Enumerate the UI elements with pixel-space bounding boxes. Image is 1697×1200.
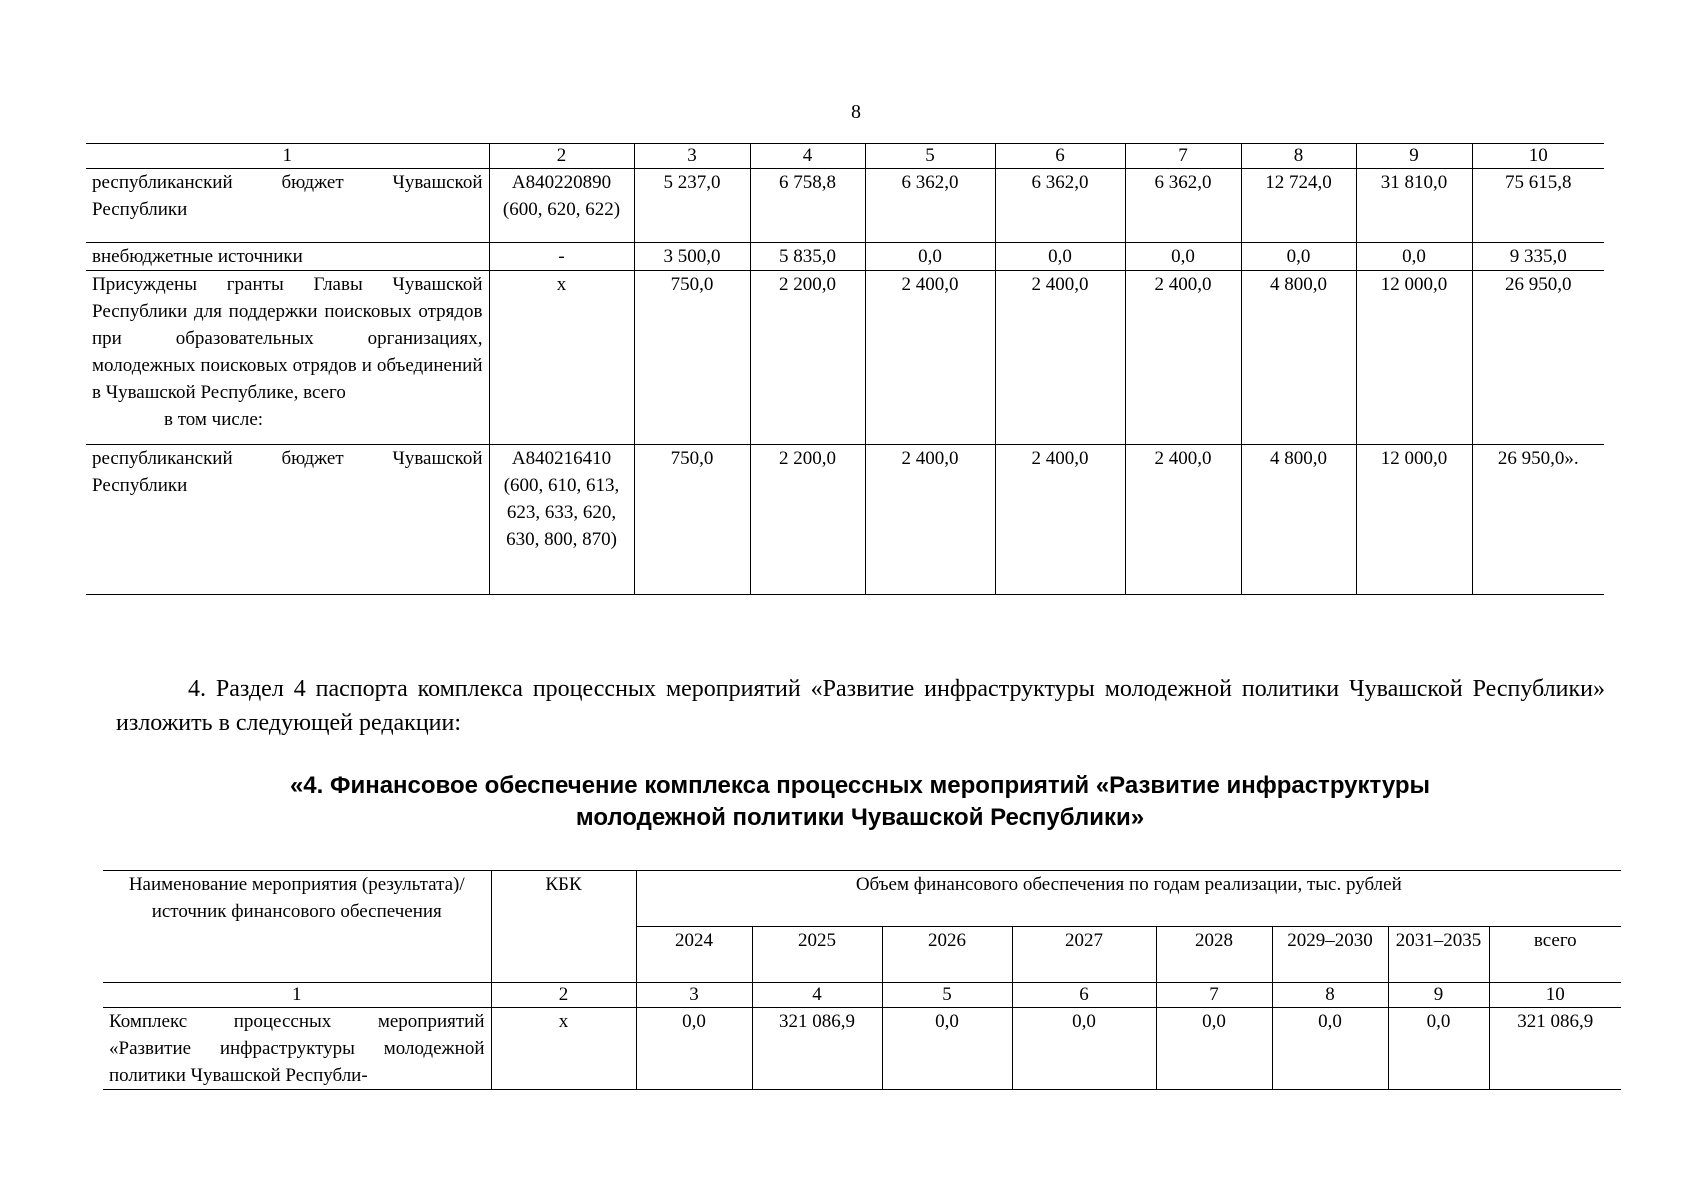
section-heading (100, 770, 1620, 834)
row-name-text: республиканский бюджет Чувашской Республики (92, 172, 483, 220)
column-number: 6 (995, 144, 1125, 169)
row-value: 0,0 (1012, 1008, 1156, 1090)
row-kbk: А840216410 (600, 610, 613, 623, 633, 620, 630, 800, 870) (489, 445, 634, 595)
row-value: 0,0 (1272, 1008, 1388, 1090)
table-row (86, 169, 1604, 243)
section-heading-line-2: молодежной политики Чувашской Республики» (575, 804, 1145, 831)
column-number: 4 (752, 983, 882, 1008)
header-year: 2026 (882, 927, 1012, 983)
row-value: 0,0 (1125, 243, 1241, 271)
column-number: 1 (86, 144, 489, 169)
row-name-subtitle: в том числе: (164, 409, 264, 430)
financial-support-table (103, 870, 1621, 1090)
row-value: 3 500,0 (634, 243, 750, 271)
column-number: 4 (750, 144, 865, 169)
header-volume: Объем финансового обеспечения по годам реализации, тыс. рублей (636, 871, 1621, 927)
row-value: 12 724,0 (1241, 169, 1356, 243)
row-value: 26 950,0 (1472, 271, 1604, 445)
header-year: 2031–2035 (1388, 927, 1489, 983)
column-number: 3 (636, 983, 752, 1008)
column-numbers-row (86, 144, 1604, 169)
row-name (86, 271, 489, 445)
row-name: Комплекс процессных мероприятий «Развитие инфраструктуры молодежной политики Чувашской Республи- (103, 1008, 491, 1090)
row-value: 12 000,0 (1356, 445, 1472, 595)
row-value: 2 400,0 (865, 271, 995, 445)
amendment-paragraph: 4. Раздел 4 паспорта комплекса процессных мероприятий «Развитие инфраструктуры молодежной политики Чувашской Республики» изложить в следующей редакции: (116, 676, 1605, 736)
row-name (86, 169, 489, 243)
section-heading-line-1: «4. Финансовое обеспечение комплекса процессных мероприятий «Развитие инфраструктуры (289, 772, 1431, 799)
column-number: 10 (1472, 144, 1604, 169)
column-number: 3 (634, 144, 750, 169)
column-number: 5 (882, 983, 1012, 1008)
row-value: 12 000,0 (1356, 271, 1472, 445)
table-row (103, 1008, 1621, 1090)
row-value: 750,0 (634, 271, 750, 445)
header-year: 2027 (1012, 927, 1156, 983)
column-number: 5 (865, 144, 995, 169)
table-row (86, 243, 1604, 271)
column-number: 1 (103, 983, 491, 1008)
row-value: 26 950,0». (1472, 445, 1604, 595)
table-row (86, 445, 1604, 595)
row-value: 6 362,0 (995, 169, 1125, 243)
row-name-text: республиканский бюджет Чувашской Республики (92, 448, 483, 496)
page-number: 8 (851, 101, 861, 123)
funding-table-continued (86, 143, 1604, 595)
header-year: всего (1489, 927, 1621, 983)
row-value: 2 400,0 (1125, 271, 1241, 445)
header-year: 2028 (1156, 927, 1272, 983)
row-value: 0,0 (882, 1008, 1012, 1090)
row-value: 5 237,0 (634, 169, 750, 243)
row-value: 321 086,9 (752, 1008, 882, 1090)
row-value: 31 810,0 (1356, 169, 1472, 243)
row-value: 2 400,0 (1125, 445, 1241, 595)
column-number: 9 (1388, 983, 1489, 1008)
row-value: 9 335,0 (1472, 243, 1604, 271)
row-value: 0,0 (1241, 243, 1356, 271)
column-number: 7 (1156, 983, 1272, 1008)
row-kbk: А840220890 (600, 620, 622) (489, 169, 634, 243)
column-number: 9 (1356, 144, 1472, 169)
row-value: 6 362,0 (865, 169, 995, 243)
row-name (86, 243, 489, 271)
column-number: 2 (489, 144, 634, 169)
row-value: 0,0 (995, 243, 1125, 271)
row-value: 0,0 (865, 243, 995, 271)
column-number: 10 (1489, 983, 1621, 1008)
table-row (86, 271, 1604, 445)
row-name-text: Присуждены гранты Главы Чувашской Республики для поддержки поисковых отрядов при образовательных организациях, молодежных поисковых отрядов и объединений в Чувашской Республике, всего (92, 274, 483, 403)
row-value: 2 400,0 (995, 445, 1125, 595)
column-number: 6 (1012, 983, 1156, 1008)
row-kbk: х (491, 1008, 636, 1090)
row-value: 750,0 (634, 445, 750, 595)
row-value: 0,0 (1388, 1008, 1489, 1090)
header-year: 2029–2030 (1272, 927, 1388, 983)
column-number: 8 (1272, 983, 1388, 1008)
header-kbk: КБК (491, 871, 636, 983)
header-year: 2024 (636, 927, 752, 983)
column-number: 7 (1125, 144, 1241, 169)
row-value: 0,0 (1356, 243, 1472, 271)
row-value: 6 362,0 (1125, 169, 1241, 243)
row-kbk: - (489, 243, 634, 271)
row-value: 2 400,0 (865, 445, 995, 595)
row-value: 6 758,8 (750, 169, 865, 243)
header-year: 2025 (752, 927, 882, 983)
row-value: 2 200,0 (750, 445, 865, 595)
column-number: 8 (1241, 144, 1356, 169)
row-value: 5 835,0 (750, 243, 865, 271)
header-name: Наименование мероприятия (результата)/источник финансового обеспечения (103, 871, 491, 983)
row-name (86, 445, 489, 595)
row-value: 75 615,8 (1472, 169, 1604, 243)
row-kbk: х (489, 271, 634, 445)
row-value: 2 400,0 (995, 271, 1125, 445)
row-value: 4 800,0 (1241, 445, 1356, 595)
row-value: 321 086,9 (1489, 1008, 1621, 1090)
row-value: 0,0 (1156, 1008, 1272, 1090)
column-number: 2 (491, 983, 636, 1008)
row-value: 4 800,0 (1241, 271, 1356, 445)
row-name-text: внебюджетные источники (92, 246, 303, 267)
row-value: 0,0 (636, 1008, 752, 1090)
row-value: 2 200,0 (750, 271, 865, 445)
